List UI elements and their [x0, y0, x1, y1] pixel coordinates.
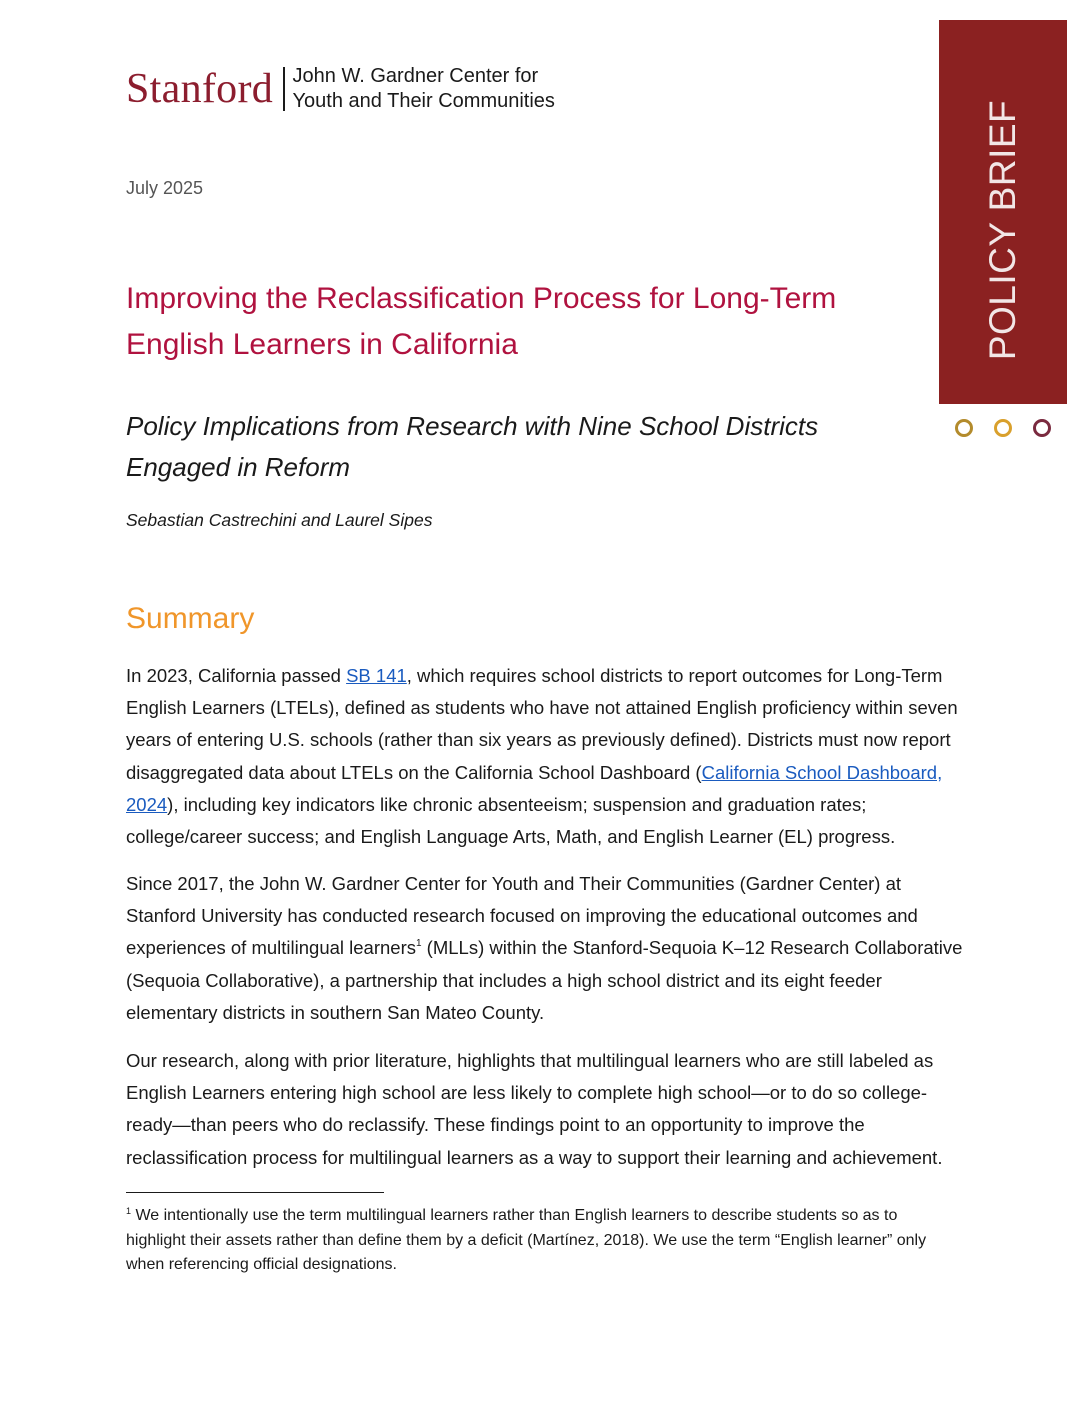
publication-date: July 2025 — [126, 178, 204, 198]
document-title: Improving the Reclassification Process for Long-Term English Learners in California — [126, 282, 837, 361]
logo-divider — [283, 67, 285, 111]
sb-141-link[interactable]: SB 141 — [346, 665, 407, 686]
footnote-marker: 1 — [126, 1206, 132, 1216]
document-subtitle: Policy Implications from Research with Nine School Districts Engaged in Reform — [126, 411, 819, 482]
stanford-wordmark: Stanford — [126, 66, 274, 112]
summary-p2-text-a: Since 2017, the John W. Gardner Center for Youth and Their Communities (Gardner Center) at Stanford University has conducted research focused on improving the educational outcomes and experiences of multilingual learners — [126, 873, 918, 959]
summary-p1-text-b: , which requires school districts to report outcomes for Long-Term English Learners (LTELs), defined as students who have not attained English proficiency within seven years of entering U.S. schools (rather than six years as previously defined). Districts must now report disaggregated data about LTELs on the California School Dashboard ( — [126, 665, 958, 783]
decorative-dot-2 — [994, 419, 1012, 437]
footnote-reference[interactable]: 1 — [415, 938, 422, 950]
gardner-center-name-line1: John W. Gardner Center for — [292, 65, 539, 87]
decorative-dot-3 — [1033, 419, 1051, 437]
summary-paragraph-2 — [126, 868, 966, 1029]
california-school-dashboard-link[interactable]: California School Dashboard, 2024 — [126, 761, 943, 815]
summary-paragraph-1 — [126, 660, 966, 853]
policy-brief-banner — [939, 20, 1067, 404]
summary-p1-text-c: ), including key indicators like chronic absenteeism; suspension and graduation rates; college/career success; and English Language Arts, Math, and English Learner (EL) progress. — [126, 793, 896, 848]
summary-p1-text-a: In 2023, California passed — [126, 665, 347, 686]
policy-brief-label: POLICY BRIEF — [982, 99, 1023, 361]
summary-heading: Summary — [126, 602, 255, 635]
summary-paragraph-3: Our research, along with prior literature, highlights that multilingual learners who are still labeled as English Learners entering high school are less likely to complete high school—or to do so college-ready—than peers who do reclassify. These findings point to an opportunity to improve the reclassification process for multilingual learners as a way to support their learning and achievement. — [126, 1050, 943, 1168]
footnote — [126, 1204, 946, 1278]
gardner-center-name-line2: Youth and Their Communities — [292, 90, 555, 112]
footnote-divider — [126, 1192, 384, 1193]
stanford-gardner-center-logo — [126, 64, 555, 114]
decorative-dot-1 — [955, 419, 973, 437]
gardner-center-name — [293, 64, 555, 114]
footnote-text: We intentionally use the term multilingual learners rather than English learners to describe students so as to highlight their assets rather than define them by a deficit (Martínez, 2018). We use the term “English learner” only when referencing official designations. — [126, 1207, 927, 1273]
authors: Sebastian Castrechini and Laurel Sipes — [126, 510, 433, 530]
summary-p2-text-b: (MLLs) within the Stanford-Sequoia K–12 Research Collaborative (Sequoia Collaborative), a partnership that includes a high school district and its eight feeder elementary districts in southern San Mateo County. — [126, 937, 963, 1023]
